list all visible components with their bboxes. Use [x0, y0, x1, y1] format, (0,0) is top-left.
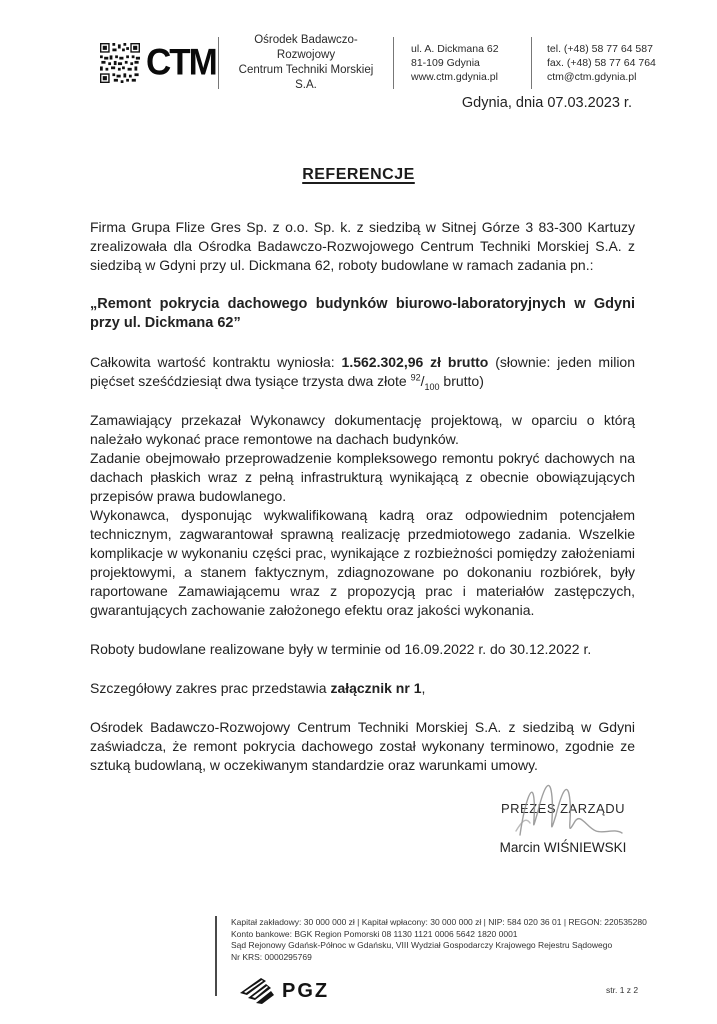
header-org-name: [219, 33, 393, 93]
footer-legal: [231, 917, 701, 963]
letterhead: [100, 33, 656, 93]
org-line-1: Ośrodek Badawczo-Rozwojowy: [254, 34, 358, 61]
description-paragraph: Wykonawca, dysponując wykwalifikowaną kadrą oraz odpowiednim potencjałem technicznym, zagwarantował sprawną realizację przedmiotowego zadania. Wszelkie komplikacje w wykonaniu części prac, wynikające z rozbieżności pomiędzy założeniami projektowymi, a stanem faktycznym, zdiagnozowane po dokonaniu rozbiórek, były raportowane Zamawiającemu wraz z propozycją prac i materiałów zastępczych, gwarantujących zachowanie założonego efektu oraz jakości wykonania.: [90, 507, 635, 618]
contact-fax: fax. (+48) 58 77 64 764: [547, 57, 656, 69]
footer-line-court: Sąd Rejonowy Gdańsk-Północ w Gdańsku, VIII Wydział Gospodarczy Krajowego Rejestru Sądowego: [231, 940, 613, 950]
footer-line-bank: Konto bankowe: BGK Region Pomorski 08 1130 1121 0006 5642 1820 0001: [231, 928, 518, 939]
page-number: str. 1 z 2: [606, 985, 639, 995]
footer-line-krs: Nr KRS: 0000295769: [231, 951, 312, 962]
pgz-mark-icon: [240, 978, 274, 1005]
fraction-denominator: 100: [424, 381, 440, 392]
scope-attachment: załącznik nr 1: [330, 680, 422, 696]
signature-role: PREZES ZARZĄDU: [500, 801, 625, 816]
address-website: www.ctm.gdynia.pl: [411, 71, 498, 83]
timeline-paragraph: Roboty budowlane realizowane były w terminie od 16.09.2022 r. do 30.12.2022 r.: [90, 641, 592, 657]
signature-name: Marcin WIŚNIEWSKI: [499, 840, 627, 855]
ctm-logotype: CTM: [146, 42, 216, 83]
document-title-text: REFERENCJE: [302, 166, 415, 183]
intro-paragraph: Firma Grupa Flize Gres Sp. z o.o. Sp. k. z siedzibą w Sitnej Górze 3 83-300 Kartuzy zrealizowała dla Ośrodka Badawczo-Rozwojowego Centrum Techniki Morskiej S.A. z siedzibą w Gdyni przy ul. Dickmana 62, roboty budowlane w ramach zadania pn.:: [90, 219, 635, 273]
signature-block: [488, 801, 638, 855]
address-street: ul. A. Dickmana 62: [411, 43, 499, 55]
description-paragraph: Zamawiający przekazał Wykonawcy dokumentację projektową, w oparciu o którą należało wykonać prace remontowe na dachach budynków.: [90, 412, 635, 447]
header-address: [394, 42, 531, 84]
contact-email: ctm@ctm.gdynia.pl: [547, 71, 637, 83]
footer-line-capital: Kapitał zakładowy: 30 000 000 zł | Kapitał wpłacony: 30 000 000 zł | NIP: 584 020 36 01 | REGON: 220535280: [231, 917, 647, 927]
pgz-logo: [240, 978, 329, 1005]
contract-suffix: brutto): [439, 373, 484, 389]
document-body: [90, 218, 635, 795]
contract-prefix: Całkowita wartość kontraktu wyniosła:: [90, 354, 342, 370]
scope-paragraph: [90, 679, 635, 698]
contact-phone: tel. (+48) 58 77 64 587: [547, 43, 653, 55]
contract-words: (słownie: jeden milion pięćset sześćdziesiąt dwa tysiące trzysta dwa złote: [90, 354, 635, 389]
contract-value-paragraph: [90, 353, 635, 391]
date-line: Gdynia, dnia 07.03.2023 r.: [461, 95, 632, 111]
qr-code-icon: [100, 43, 140, 83]
address-city: 81-109 Gdynia: [411, 57, 480, 69]
document-title: [0, 166, 717, 184]
fraction-slash: /: [420, 373, 425, 389]
fraction-numerator: 92: [410, 372, 421, 383]
contract-amount: 1.562.302,96 zł brutto: [341, 354, 489, 370]
pgz-logotype: PGZ: [282, 980, 330, 1002]
footer-divider: [215, 916, 217, 996]
scope-suffix: ,: [421, 680, 426, 696]
header-contact: [532, 42, 656, 84]
ctm-logo: [100, 43, 218, 83]
description-paragraph: Zadanie obejmowało przeprowadzenie kompleksowego remontu pokryć dachowych na dachach płaskich wraz z pełną infrastrukturą wynikającą z obecnie obowiązujących przepisów prawa budowlanego.: [90, 450, 635, 504]
attestation-paragraph: Ośrodek Badawczo-Rozwojowy Centrum Techniki Morskiej S.A. z siedzibą w Gdyni zaświadcza, że remont pokrycia dachowego został wykonany terminowo, zgodnie ze sztuką budowlaną, w oczekiwanym standardzie oraz warunkami umowy.: [90, 719, 635, 773]
project-title-paragraph: „Remont pokrycia dachowego budynków biurowo-laboratoryjnych w Gdyni przy ul. Dickmana 62”: [90, 296, 635, 331]
scope-prefix: Szczegółowy zakres prac przedstawia: [90, 680, 331, 696]
org-line-2: Centrum Techniki Morskiej S.A.: [238, 64, 374, 91]
